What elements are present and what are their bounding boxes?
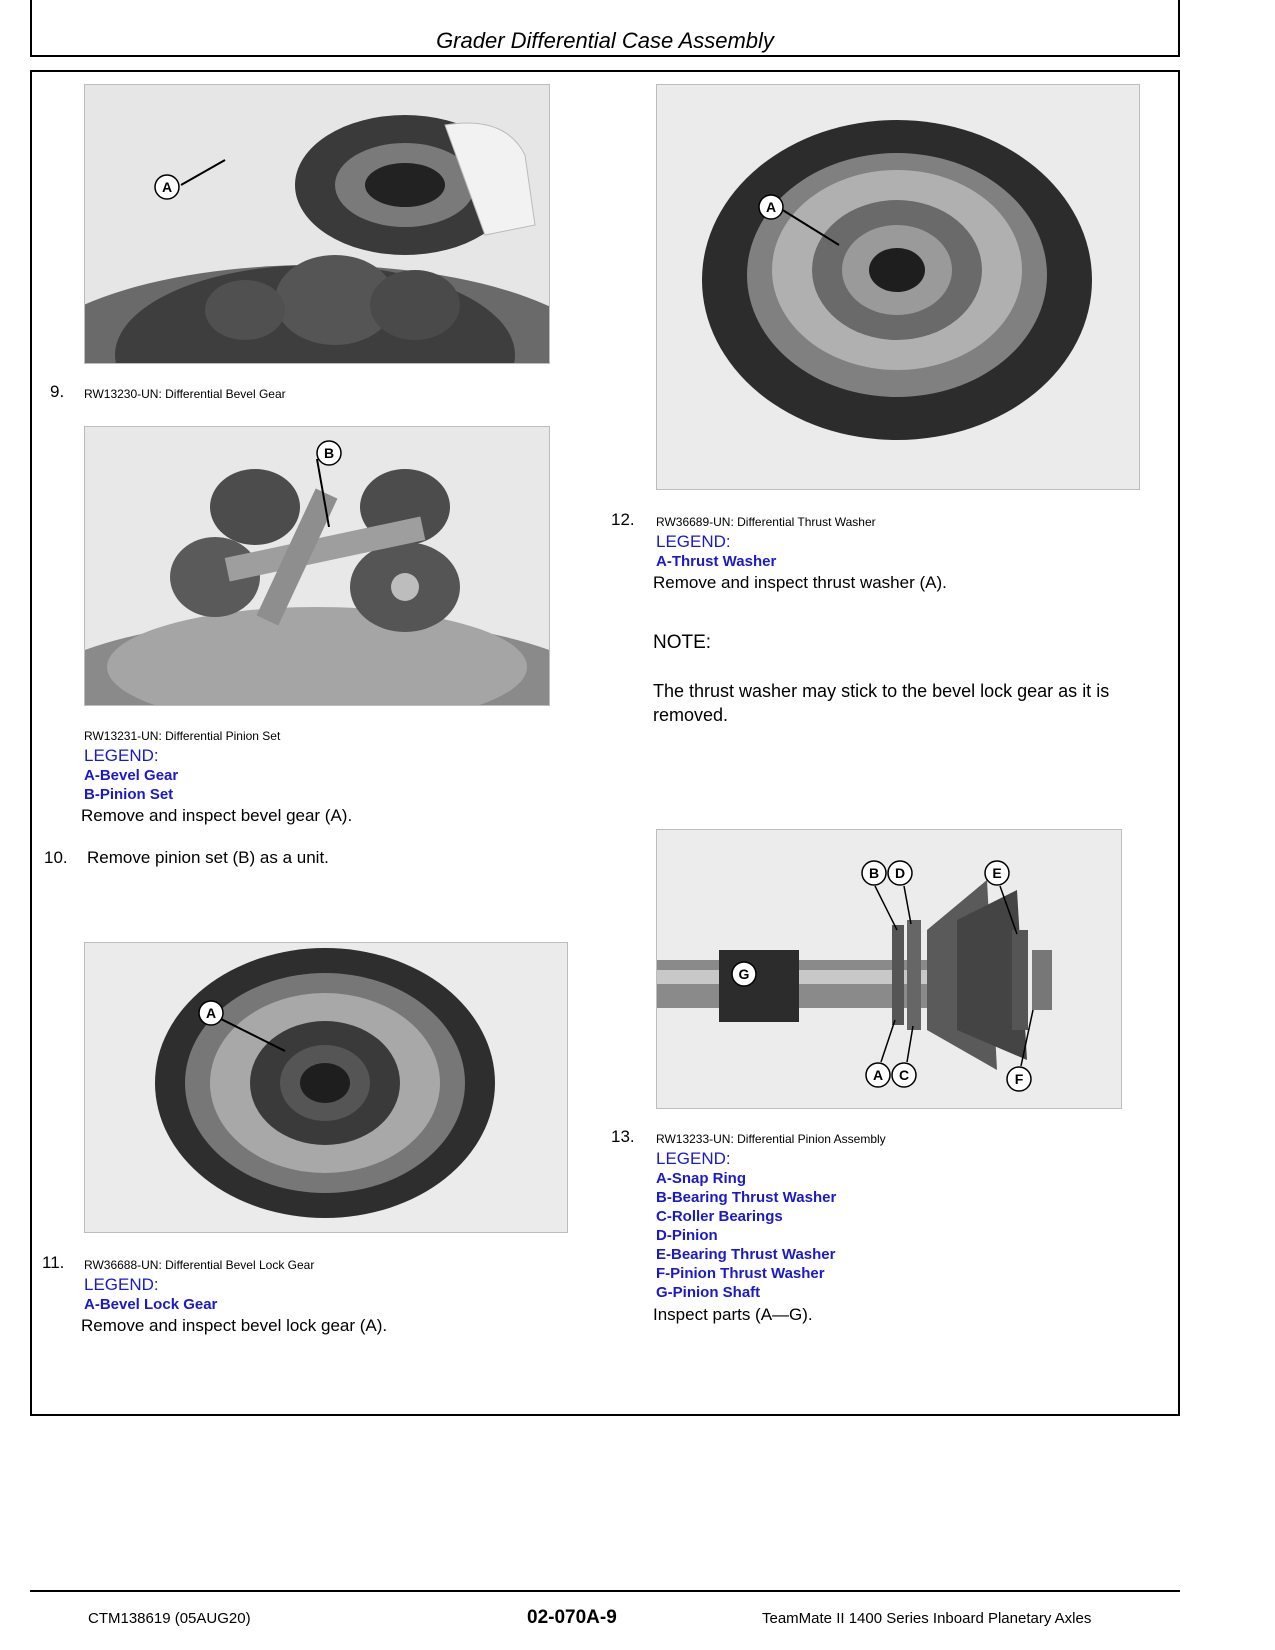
photo-differential-bevel-gear <box>84 84 550 364</box>
legend-item: G-Pinion Shaft <box>656 1284 761 1301</box>
note-heading: NOTE: <box>653 632 712 653</box>
callout-a: A <box>161 179 173 195</box>
footer-divider <box>30 1590 1180 1592</box>
legend-item: B-Bearing Thrust Washer <box>656 1189 837 1206</box>
legend-item: A-Thrust Washer <box>656 553 777 570</box>
step-number: 9. <box>50 382 65 401</box>
bevel-lock-gear-illustration <box>85 943 567 1232</box>
photo-differential-thrust-washer <box>656 84 1140 490</box>
photo-differential-pinion-assembly <box>656 829 1122 1109</box>
figure-caption: RW36688-UN: Differential Bevel Lock Gear <box>84 1258 315 1272</box>
note-text: The thrust washer may stick to the bevel lock gear as it is removed. <box>653 681 1110 725</box>
callout-d: D <box>894 865 906 881</box>
callout-a: A <box>205 1005 217 1021</box>
figure-caption: RW36689-UN: Differential Thrust Washer <box>656 515 876 529</box>
callout-e: E <box>992 865 1002 881</box>
callout-g: G <box>738 966 750 982</box>
legend-item: D-Pinion <box>656 1227 718 1244</box>
legend-item: F-Pinion Thrust Washer <box>656 1265 825 1282</box>
page-number: 02-070A-9 <box>527 1607 617 1628</box>
step-number: 12. <box>611 510 635 529</box>
photo-differential-pinion-set <box>84 426 550 706</box>
instruction-text: Remove and inspect bevel gear (A). <box>81 806 353 825</box>
callout-c: C <box>898 1067 910 1083</box>
callout-a: A <box>872 1067 884 1083</box>
step-number: 10. <box>44 848 68 867</box>
photo-differential-bevel-lock-gear <box>84 942 568 1233</box>
step-number: 13. <box>611 1127 635 1146</box>
legend-item: A-Bevel Gear <box>84 767 179 784</box>
pinion-set-illustration <box>85 427 549 705</box>
instruction-text: Remove and inspect bevel lock gear (A). <box>81 1316 388 1335</box>
figure-caption: RW13231-UN: Differential Pinion Set <box>84 729 281 743</box>
legend-item: C-Roller Bearings <box>656 1208 783 1225</box>
pinion-assembly-illustration <box>657 830 1121 1108</box>
page-title: Grader Differential Case Assembly <box>436 28 774 53</box>
figure-caption: RW13230-UN: Differential Bevel Gear <box>84 387 286 401</box>
callout-b: B <box>868 865 880 881</box>
instruction-text: Remove and inspect thrust washer (A). <box>653 573 947 592</box>
legend-item: E-Bearing Thrust Washer <box>656 1246 836 1263</box>
legend-item: A-Bevel Lock Gear <box>84 1296 218 1313</box>
figure-caption: RW13233-UN: Differential Pinion Assembly <box>656 1132 886 1146</box>
callout-b: B <box>323 445 335 461</box>
legend-heading: LEGEND: <box>656 532 731 551</box>
legend-heading: LEGEND: <box>84 746 159 765</box>
bevel-gear-illustration <box>85 85 549 363</box>
legend-item: A-Snap Ring <box>656 1170 746 1187</box>
instruction-text: Inspect parts (A—G). <box>653 1305 813 1324</box>
callout-a: A <box>765 199 777 215</box>
callout-f: F <box>1014 1071 1024 1087</box>
thrust-washer-illustration <box>657 85 1139 489</box>
step-number: 11. <box>42 1253 65 1272</box>
legend-heading: LEGEND: <box>84 1275 159 1294</box>
legend-heading: LEGEND: <box>656 1149 731 1168</box>
document-id: CTM138619 (05AUG20) <box>88 1610 251 1627</box>
legend-item: B-Pinion Set <box>84 786 174 803</box>
book-title: TeamMate II 1400 Series Inboard Planetary Axles <box>762 1610 1092 1627</box>
instruction-text: Remove pinion set (B) as a unit. <box>87 848 329 867</box>
